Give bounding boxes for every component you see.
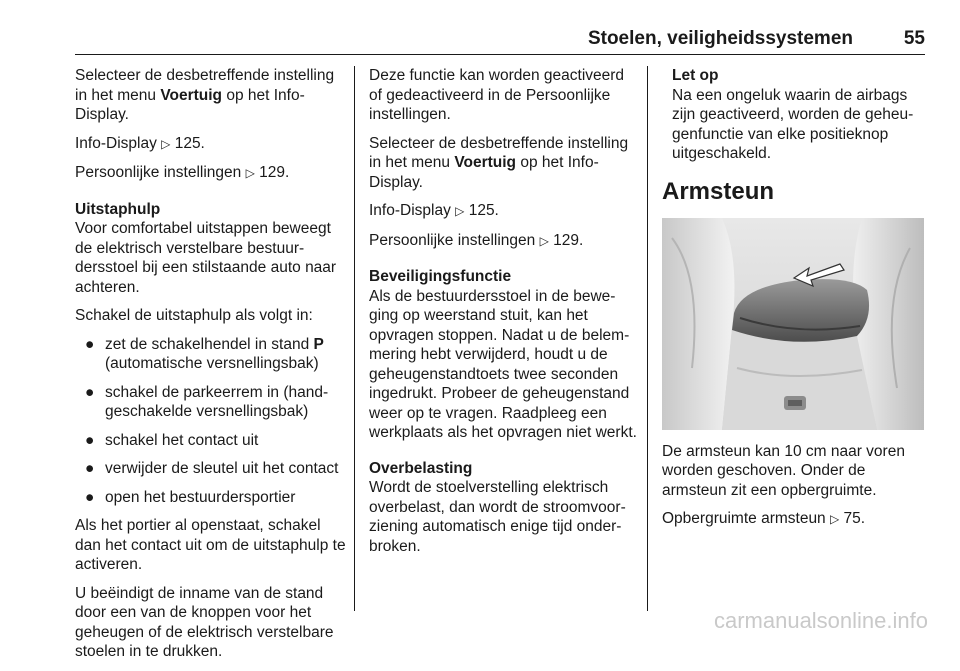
list-item: ● zet de schakelhendel in stand P (automatische versnellingsbak) xyxy=(85,335,324,372)
page-number: 55 xyxy=(903,28,925,49)
ref-info-display[interactable]: Info-Display ▷ 125. xyxy=(75,134,205,152)
section-heading: Overbelasting xyxy=(369,459,473,477)
note-box xyxy=(662,66,927,164)
column-3 xyxy=(662,66,927,539)
watermark: carmanualsonline.info xyxy=(713,608,928,633)
bullet-icon: ● xyxy=(85,335,95,353)
list-item: ● schakel de parkeerrem in (handgeschakelde versnellingsbak) xyxy=(85,383,329,420)
paragraph-door-open: Als het portier al openstaat, schakel dan het contact uit om de uitstaphulp te activeren. xyxy=(75,517,346,573)
column-2 xyxy=(369,66,637,565)
ref-personal-settings[interactable]: Persoonlijke instellingen ▷ 129. xyxy=(369,231,584,249)
paragraph-activation: Deze functie kan worden geactiveerd of gedeactiveerd in de Persoonlijke instellingen. xyxy=(369,67,625,123)
note-heading: Let op xyxy=(672,67,719,84)
column-divider-2 xyxy=(647,66,648,611)
bullet-icon: ● xyxy=(85,460,95,477)
section-beveiligingsfunctie xyxy=(369,267,637,443)
ref-info-display[interactable]: Info-Display ▷ 125. xyxy=(369,202,499,219)
ref-personal-settings[interactable]: Persoonlijke instellingen ▷ 129. xyxy=(75,164,290,181)
section-uitstaphulp xyxy=(75,200,347,298)
paragraph-armrest: De armsteun kan 10 cm naar voren worden geschoven. Onder de armsteun zit een opbergruimte. xyxy=(662,442,905,499)
section-overbelasting xyxy=(369,459,637,557)
page-ref-arrow-icon: ▷ xyxy=(539,233,549,248)
column-1 xyxy=(75,66,347,671)
column-divider-1 xyxy=(354,66,355,611)
menu-voertuig: Voertuig xyxy=(454,154,517,171)
list-intro: Schakel de uitstaphulp als volgt in: xyxy=(75,307,313,324)
section-title-armsteun: Armsteun xyxy=(662,177,775,205)
page-ref-arrow-icon: ▷ xyxy=(830,512,840,526)
list-item: ● schakel het contact uit xyxy=(85,431,259,449)
bullet-icon: ● xyxy=(85,431,95,449)
page-header xyxy=(75,26,925,55)
page-ref-arrow-icon: ▷ xyxy=(245,166,255,180)
menu-voertuig: Voertuig xyxy=(160,86,223,104)
bullet-icon: ● xyxy=(85,383,95,401)
armrest-illustration xyxy=(662,218,924,430)
note-body: Na een ongeluk waarin de airbags zijn geactiveerd, worden de geheugenfunctie van elke positieknop uitgeschakeld. xyxy=(672,86,914,162)
bullet-icon: ● xyxy=(85,488,95,506)
paragraph-end-recall: U beëindigt de inname van de stand door een van de knoppen voor het geheugen of de elektrisch verstelbare stoelen in te drukken. xyxy=(75,584,334,660)
section-body: Wordt de stoelverstelling elektrisch overbelast, dan wordt de stroomvoorziening automatisch enige tijd onderbroken. xyxy=(369,479,626,555)
bullet-list xyxy=(75,335,347,508)
section-body: Als de bestuurdersstoel in de beweging op weerstand stuit, kan het opvragen stoppen. Nadat u de belemmering hebt verwijderd, houdt u de geheugenstandtoets twee seconden ingedrukt. Probeer de geheugenstand weer op te vragen. Raadpleeg een werkplaats als het opvragen niet werkt. xyxy=(369,287,637,441)
ref-storage-armrest[interactable]: Opbergruimte armsteun ▷ 75. xyxy=(662,510,866,527)
section-body: Voor comfortabel uitstappen beweegt de elektrisch verstelbare bestuurdersstoel bij een stilstaande auto naar achteren. xyxy=(75,220,337,296)
paragraph-menu-select: Selecteer de desbetreffende instelling in het menu Voertuig op het Info-Display. xyxy=(75,67,335,123)
list-item: ● open het bestuurdersportier xyxy=(85,488,296,506)
section-heading: Uitstaphulp xyxy=(75,200,161,218)
list-item: ● verwijder de sleutel uit het contact xyxy=(85,460,339,477)
section-heading: Beveiligingsfunctie xyxy=(369,268,512,285)
page-ref-arrow-icon: ▷ xyxy=(455,204,465,218)
page-title: Stoelen, veiligheidssystemen xyxy=(587,28,853,49)
page-ref-arrow-icon: ▷ xyxy=(161,136,171,151)
paragraph-menu-select: Selecteer de desbetreffende instelling in het menu Voertuig op het Info-Display. xyxy=(369,134,629,191)
